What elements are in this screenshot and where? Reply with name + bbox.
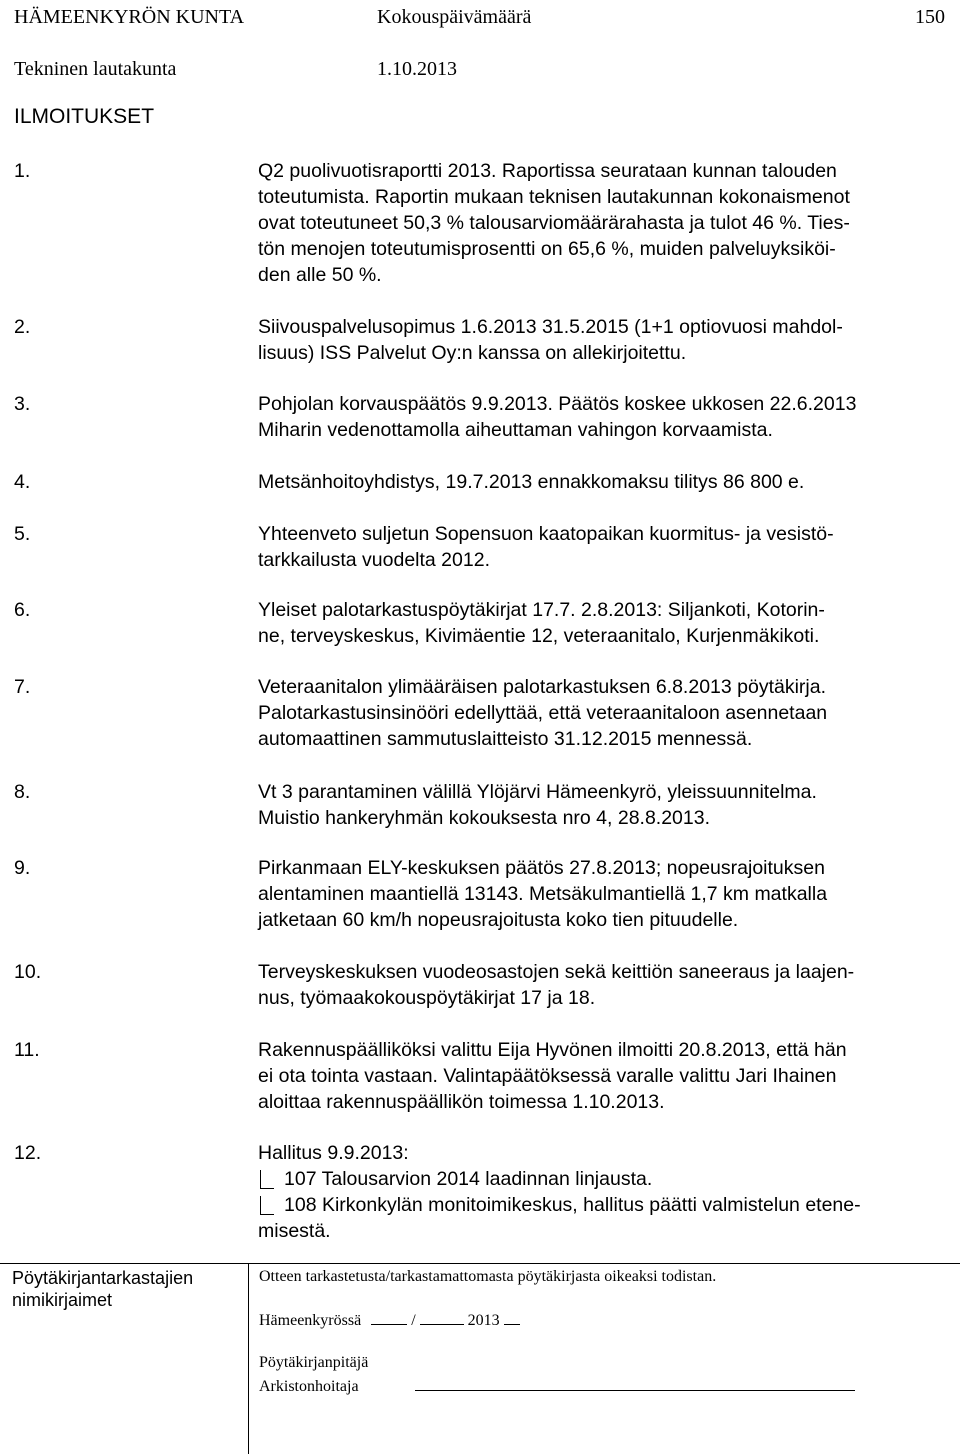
item-number: 8. [14,781,31,803]
item-line: Metsänhoitoyhdistys, 19.7.2013 ennakkomaksu tilitys 86 800 e. [258,471,805,493]
item-text [258,469,944,495]
item-text [258,158,944,288]
item-number: 9. [14,857,31,879]
notice-item-11 [14,1037,944,1115]
meeting-date: 1.10.2013 [377,58,457,80]
archivist-label: Arkistonhoitaja [259,1378,359,1395]
sub-item-107 [258,1166,944,1192]
signature-line [415,1376,855,1391]
archivist-line [259,1376,855,1396]
item-number: 3. [14,393,31,415]
item-line: ne, terveyskeskus, Kivimäentie 12, veteraanitalo, Kurjenmäkikoti. [258,625,820,647]
item-number: 12. [14,1142,42,1164]
item-text [258,855,944,933]
item-text [258,521,944,573]
item-line: jatketaan 60 km/h nopeusrajoitusta koko tien pituudelle. [258,909,739,931]
item-line: tarkkailusta vuodelta 2012. [258,549,490,571]
municipality-name: HÄMEENKYRÖN KUNTA [14,6,245,28]
item-line: Siivouspalvelusopimus 1.6.2013 31.5.2015 (1+1 optiovuosi mahdol- [258,316,843,338]
certification-text: Otteen tarkastetusta/tarkastamattomasta pöytäkirjasta oikeaksi todistan. [259,1268,717,1285]
year-label: 2013 [467,1312,500,1329]
footer-label: nimikirjaimet [12,1290,113,1310]
sub-item-text: 108 Kirkonkylän monitoimikeskus, hallitus päätti valmistelun etene- [284,1194,861,1216]
item-number: 1. [14,160,31,182]
notice-item-7 [14,674,944,752]
section-title: ILMOITUKSET [14,105,155,128]
item-line: aloittaa rakennuspäällikön toimessa 1.10.2013. [258,1091,665,1113]
year-blank [504,1310,520,1325]
date-separator: / [411,1312,416,1329]
notice-item-12 [14,1140,944,1244]
item-number: 4. [14,471,31,493]
item-text [258,597,944,649]
sub-item-text: 107 Talousarvion 2014 laadinnan linjausta. [284,1168,653,1190]
item-line: automaattinen sammutuslaitteisto 31.12.2015 mennessä. [258,728,753,750]
item-line: tön menojen toteutumisprosentti on 65,6 %, muiden palveluyksiköi- [258,238,836,260]
item-line: ei ota tointa vastaan. Valintapäätöksessä varalle valittu Jari Ihainen [258,1065,837,1087]
item-text [258,959,944,1011]
reviewer-initials-box [12,1267,237,1311]
notice-item-4 [14,469,944,495]
keeper-label: Pöytäkirjanpitäjä [259,1354,369,1371]
notice-item-6 [14,597,944,649]
place-label: Hämeenkyrössä [259,1312,362,1329]
page-number: 150 [915,6,945,28]
item-line: Terveyskeskuksen vuodeosastojen sekä keittiön saneeraus ja laajen- [258,961,855,983]
item-line: Yhteenveto suljetun Sopensuon kaatopaikan kuormitus- ja vesistö- [258,523,834,545]
sub-item-108 [258,1192,944,1218]
notice-item-9 [14,855,944,933]
item-number: 10. [14,961,42,983]
place-date-line [259,1310,520,1330]
board-name: Tekninen lautakunta [14,58,177,80]
item-line: Pirkanmaan ELY-keskuksen päätös 27.8.2013; nopeusrajoituksen [258,857,825,879]
notice-item-3 [14,391,944,443]
item-line: Hallitus 9.9.2013: [258,1142,409,1164]
item-number: 2. [14,316,31,338]
item-text [258,1037,944,1115]
item-text [258,674,944,752]
notice-item-2 [14,314,944,366]
item-line: Veteraanitalon ylimääräisen palotarkastuksen 6.8.2013 pöytäkirja. [258,676,827,698]
item-line: ovat toteutuneet 50,3 % talousarviomäärärahasta ja tulot 46 %. Ties- [258,212,850,234]
subitem-marker-icon [260,1170,274,1189]
item-text [258,314,944,366]
item-line: Q2 puolivuotisraportti 2013. Raportissa seurataan kunnan talouden [258,160,837,182]
date-label: Kokouspäivämäärä [377,6,532,28]
item-number: 7. [14,676,31,698]
item-text [258,391,944,443]
item-number: 5. [14,523,31,545]
item-number: 6. [14,599,31,621]
item-line: Vt 3 parantaminen välillä Ylöjärvi Hämeenkyrö, yleissuunnitelma. [258,781,817,803]
item-line: lisuus) ISS Palvelut Oy:n kanssa on allekirjoitettu. [258,342,687,364]
notice-item-5 [14,521,944,573]
item-line: Pohjolan korvauspäätös 9.9.2013. Päätös koskee ukkosen 22.6.2013 [258,393,857,415]
item-line: den alle 50 %. [258,264,382,286]
item-line: Yleiset palotarkastuspöytäkirjat 17.7. 2.8.2013: Siljankoti, Kotorin- [258,599,825,621]
item-text [258,1140,944,1244]
item-line: Miharin vedenottamolla aiheuttaman vahingon korvaamista. [258,419,773,441]
item-line: Muistio hankeryhmän kokouksesta nro 4, 28.8.2013. [258,807,711,829]
signature-footer [0,1263,960,1454]
item-line: misestä. [258,1220,331,1242]
item-line: nus, työmaakokouspöytäkirjat 17 ja 18. [258,987,596,1009]
footer-label: Pöytäkirjantarkastajien [12,1268,194,1288]
notice-item-8 [14,779,944,831]
item-text [258,779,944,831]
item-line: Rakennuspäälliköksi valittu Eija Hyvönen ilmoitti 20.8.2013, että hän [258,1039,847,1061]
day-blank [371,1310,407,1325]
subitem-marker-icon [260,1196,274,1215]
item-line: toteutumista. Raportin mukaan teknisen lautakunnan kokonaismenot [258,186,850,208]
item-line: Palotarkastusinsinööri edellyttää, että veteraanitaloon asennetaan [258,702,828,724]
item-number: 11. [14,1039,40,1061]
notice-item-10 [14,959,944,1011]
month-blank [420,1310,464,1325]
notice-item-1 [14,158,944,288]
footer-divider [248,1264,249,1454]
item-line: alentaminen maantiellä 13143. Metsäkulmantiellä 1,7 km matkalla [258,883,828,905]
